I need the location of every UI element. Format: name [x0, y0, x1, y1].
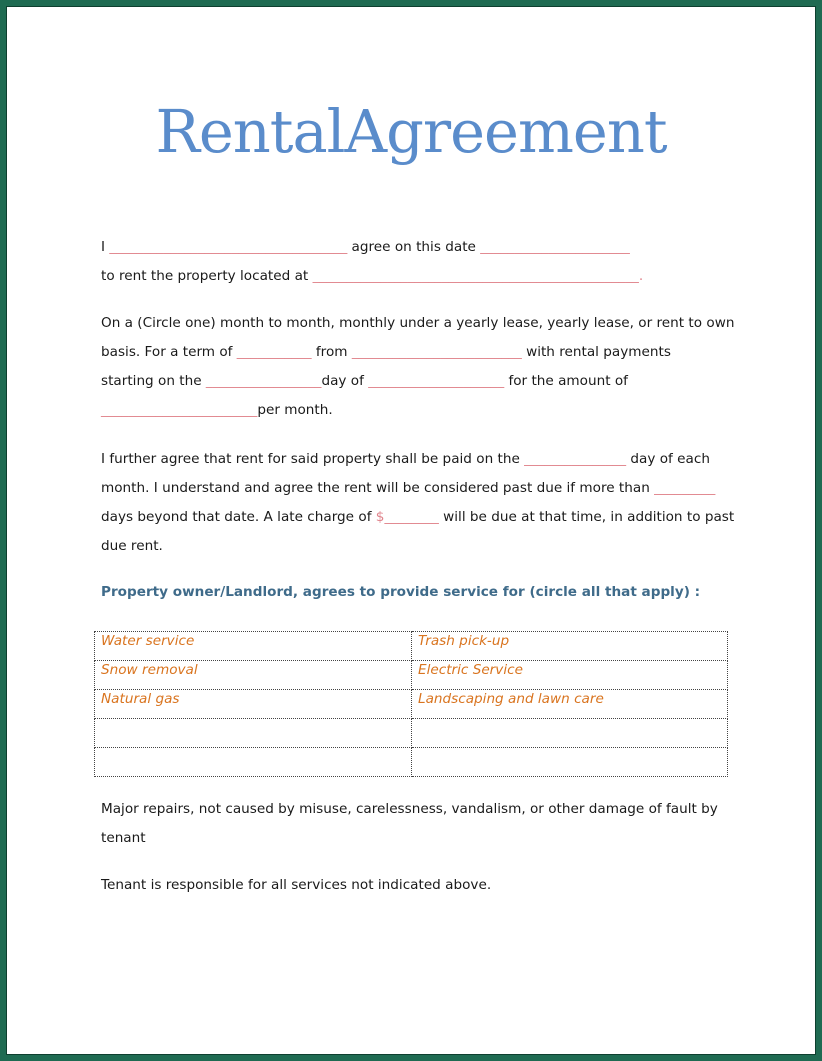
service-cell[interactable] [412, 748, 728, 777]
document-title: RentalAgreement [155, 97, 667, 166]
tenant-note: Tenant is responsible for all services not indicated above. [101, 877, 492, 893]
table-row [95, 661, 728, 690]
services-heading: Property owner/Landlord, agrees to provide service for (circle all that apply) : [101, 584, 701, 600]
paragraph-2-line-3 [101, 372, 628, 390]
repairs-line-1: Major repairs, not caused by misuse, carelessness, vandalism, or other damage of fault by [101, 801, 718, 817]
paragraph-3-line-1 [101, 450, 710, 468]
text: per month. [257, 402, 333, 418]
date-blank[interactable]: ______________________ [480, 239, 630, 255]
text: will be due at that time, in addition to past [438, 509, 735, 525]
past-due-days-blank[interactable]: _________ [654, 480, 716, 496]
text: day of each [626, 451, 710, 467]
service-cell[interactable]: Water service [95, 632, 412, 661]
paragraph-1-line-1 [101, 238, 630, 256]
amount-blank[interactable]: _______________________ [101, 402, 258, 418]
table-row [95, 690, 728, 719]
from-blank[interactable]: _________________________ [351, 344, 522, 360]
service-cell[interactable]: Natural gas [95, 690, 412, 719]
term-blank[interactable]: ___________ [236, 344, 312, 360]
paragraph-3-line-3 [101, 508, 734, 526]
text: with rental payments [521, 344, 671, 360]
text: for the amount of [504, 373, 628, 389]
paragraph-3-line-2 [101, 479, 715, 497]
due-day-blank[interactable]: _______________ [524, 451, 627, 467]
service-cell[interactable]: Trash pick-up [412, 632, 728, 661]
service-cell[interactable]: Electric Service [412, 661, 728, 690]
text: I further agree that rent for said property shall be paid on the [101, 451, 525, 467]
text: basis. For a term of [101, 344, 237, 360]
service-cell[interactable]: Landscaping and lawn care [412, 690, 728, 719]
start-month-blank[interactable]: ____________________ [368, 373, 505, 389]
paragraph-2-line-1: On a (Circle one) month to month, monthly under a yearly lease, yearly lease, or rent to own [101, 315, 735, 331]
repairs-line-2: tenant [101, 830, 146, 846]
service-cell[interactable]: Snow removal [95, 661, 412, 690]
text: starting on the [101, 373, 206, 389]
paragraph-2-line-2 [101, 343, 671, 361]
paragraph-3-line-4: due rent. [101, 538, 163, 554]
table-row [95, 719, 728, 748]
service-cell[interactable] [412, 719, 728, 748]
text: agree on this date [347, 239, 481, 255]
text: month. I understand and agree the rent will be considered past due if more than [101, 480, 655, 496]
service-cell[interactable] [95, 748, 412, 777]
start-day-blank[interactable]: _________________ [205, 373, 322, 389]
text: day of [321, 373, 369, 389]
paragraph-1-line-2 [101, 267, 643, 285]
name-blank[interactable]: ___________________________________ [109, 239, 348, 255]
service-cell[interactable] [95, 719, 412, 748]
text: to rent the property located at [101, 268, 313, 284]
table-row [95, 748, 728, 777]
dollar-sign: $ [375, 509, 385, 525]
text: from [311, 344, 352, 360]
text: I [101, 239, 110, 255]
paragraph-2-line-4 [101, 401, 333, 419]
text: days beyond that date. A late charge of [101, 509, 376, 525]
late-charge-blank[interactable]: ________ [384, 509, 439, 525]
services-table [94, 631, 728, 777]
property-address-blank[interactable]: ________________________________________________. [312, 268, 644, 284]
table-row [95, 632, 728, 661]
